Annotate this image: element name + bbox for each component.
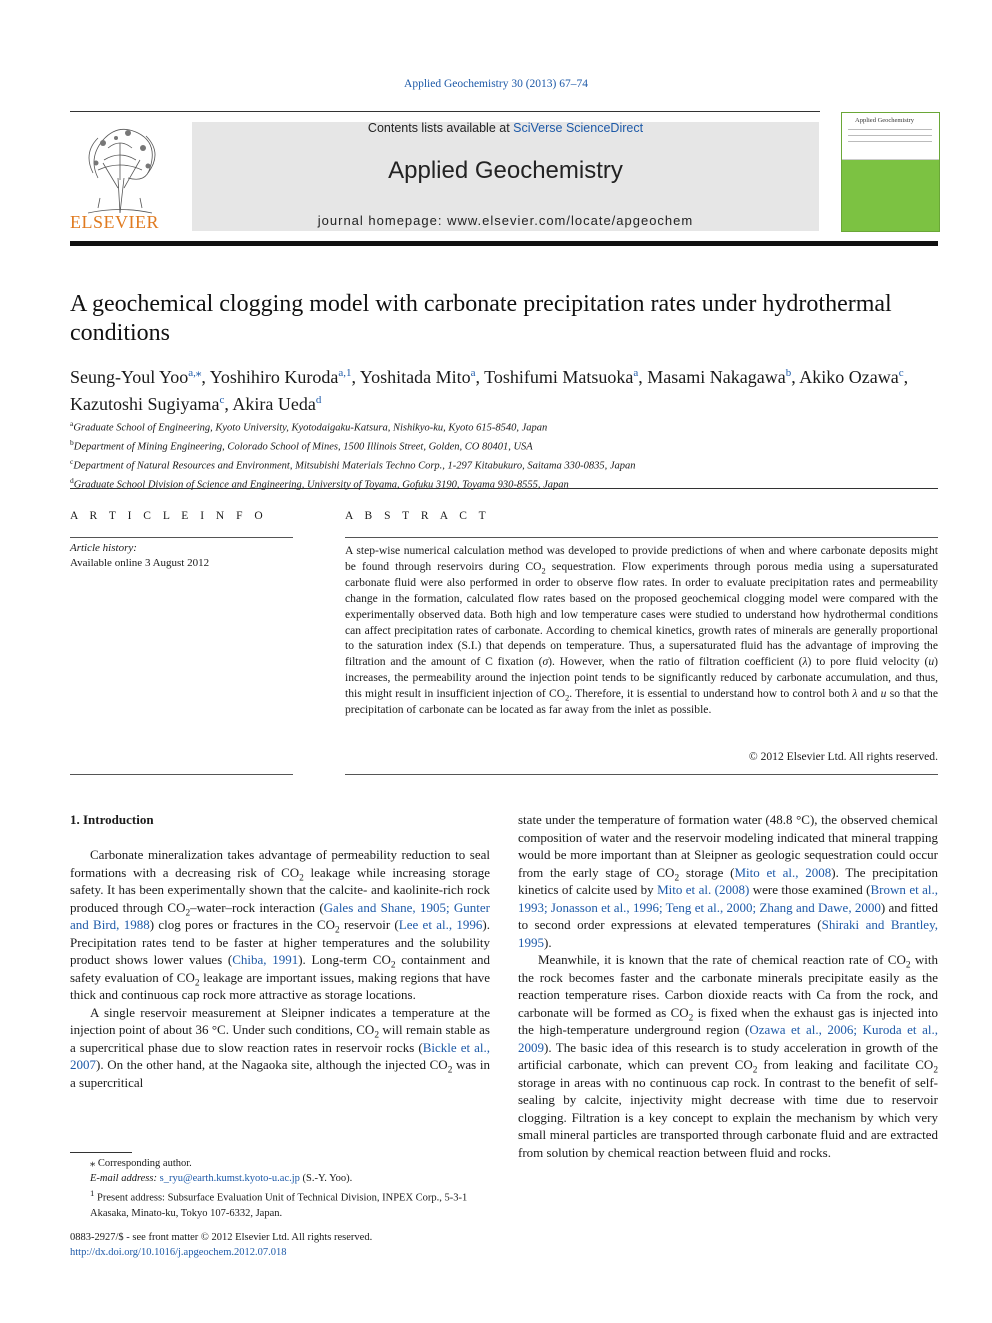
abstract-heading: A B S T R A C T	[345, 510, 491, 522]
article-history-label: Article history:	[70, 542, 137, 554]
citation-link[interactable]: Mito et al., 2008	[734, 864, 832, 880]
affiliation-text: Department of Mining Engineering, Colorado School of Mines, 1500 Illinois Street, Golden, CO 80401, USA	[73, 441, 533, 453]
contents-line	[192, 121, 819, 135]
affiliation-key: c	[70, 457, 74, 467]
article-info-heading: A R T I C L E I N F O	[70, 510, 268, 522]
citation-link[interactable]: Lee et al., 1996	[398, 917, 483, 932]
cover-line	[848, 141, 932, 142]
citation-link[interactable]: Mito et al. (2008)	[657, 882, 750, 897]
author-name[interactable]: Akira Ueda	[232, 394, 316, 414]
journal-name: Applied Geochemistry	[388, 157, 623, 184]
citation-link[interactable]: Brown et al., 1993; Jonasson et al., 1996; Teng et al., 2000; Zhang and Dawe, 2000	[518, 882, 938, 915]
affiliation	[70, 474, 940, 493]
footnote-rule	[70, 1152, 132, 1153]
body-column-left	[70, 846, 490, 1091]
header-thick-rule	[70, 241, 938, 246]
author-affiliation-mark[interactable]: a,1	[338, 367, 352, 379]
affiliation-text: Graduate School of Engineering, Kyoto University, Kyotodaigaku-Katsura, Nishikyo-ku, Kyoto 615-8540, Japan	[73, 422, 548, 434]
affiliation-text: Graduate School Division of Science and Engineering, University of Toyama, Gofuku 3190, Toyama 930-8555, Japan	[73, 479, 569, 491]
doi-link[interactable]: http://dx.doi.org/10.1016/j.apgeochem.2012.07.018	[70, 1247, 287, 1258]
author-affiliation-mark[interactable]: a,⁎	[188, 367, 202, 379]
citation-link[interactable]: Gales and Shane, 1905; Gunter and Bird, 1988	[70, 899, 490, 932]
citation-link[interactable]: Chiba, 1991	[232, 952, 299, 967]
author-name[interactable]: Kazutoshi Sugiyama	[70, 394, 220, 414]
author-affiliation-mark[interactable]: c	[898, 367, 904, 379]
available-online-date: Available online 3 August 2012	[70, 557, 210, 569]
sciencedirect-link[interactable]: SciVerse ScienceDirect	[513, 121, 644, 135]
author-name[interactable]: Akiko Ozawa	[799, 367, 899, 387]
footnote-corresponding: ⁎ Corresponding author.	[90, 1158, 192, 1169]
affiliation	[70, 417, 940, 436]
elsevier-wordmark: ELSEVIER	[70, 212, 159, 232]
abstract-bottom-rule	[345, 774, 938, 775]
footnote-email	[70, 1171, 490, 1186]
email-suffix: (S.-Y. Yoo).	[299, 1173, 353, 1184]
journal-homepage[interactable]: journal homepage: www.elsevier.com/locate/apgeochem	[317, 213, 694, 228]
issn-line: 0883-2927/$ - see front matter © 2012 Elsevier Ltd. All rights reserved.	[70, 1232, 373, 1243]
copyright-notice: © 2012 Elsevier Ltd. All rights reserved.	[748, 750, 938, 763]
author-affiliation-mark[interactable]: b	[785, 367, 792, 379]
author-affiliation-mark[interactable]: c	[219, 394, 225, 406]
author-name[interactable]: Seung-Youl Yoo	[70, 367, 189, 387]
author-name[interactable]: Yoshihiro Kuroda	[209, 367, 339, 387]
author-affiliation-mark[interactable]: a	[470, 367, 476, 379]
affiliation-key: a	[70, 419, 74, 428]
article-title: A geochemical clogging model with carbonate precipitation rates under hydrothermal conditions	[70, 291, 892, 346]
body-paragraph: state under the temperature of formation water (48.8 °C), the observed chemical composition of water and the reservoir modeling indicated that mineral trapping would be more important than at Sleipner as geologic sequestration could occur from the early stage of $CO_2$ storage (Mito et al., 2008). The precipitation kinetics of calcite used by Mito et al. (2008) were those examined (Brown et al., 1993; Jonasson et al., 1996; Teng et al., 2000; Zhang and Dawe, 2000) and fitted to second order expressions at elevated temperatures (Shiraki and Brantley, 1995).	[518, 812, 939, 950]
affiliation-key: b	[70, 438, 74, 448]
cover-line	[848, 135, 932, 136]
article-info-bottom-rule	[70, 774, 293, 775]
author-affiliation-mark[interactable]: d	[315, 394, 322, 406]
author-name[interactable]: Masami Nakagawa	[647, 367, 786, 387]
footnote-present-address: $^1$ Present address: Subsurface Evaluation Unit of Technical Division, INPEX Corp., 5-3-1 Akasaka, Minato-ku, Tokyo 107-6332, Japan.	[90, 1188, 468, 1219]
body-column-right	[518, 811, 938, 1161]
affiliation-list	[70, 417, 940, 493]
email-link[interactable]: s_ryu@earth.kumst.kyoto-u.ac.jp	[159, 1173, 300, 1184]
citation-link[interactable]: Shiraki and Brantley, 1995	[518, 917, 938, 950]
email-label: E-mail address:	[90, 1173, 160, 1184]
abstract-text: A step-wise numerical calculation method was developed to provide predictions of when and where carbonate deposits might be found through reservoirs during $CO_2$ sequestration. Flow experiments through porous media using a supersaturated carbonate fluid were also performed in order to observe flow rates. In order to evaluate precipitation rates and permeability change in the formation, calculated flow rates based on the proposed geochemical clogging model were compared with the experimentally observed data. Both high and low temperature cases were studied to understand how hydrothermal conditions can affect precipitation rates of carbonate. According to chemical kinetics, growth rates of minerals are generally proportional to the saturation index (S.I.) that depends on temperature. Thus, a supersaturated fluid has the advantage of improving the filtration and the amount of C fixation (σ). However, when the ratio of filtration coefficient (λ) to pore fluid velocity (u) increases, the permeability around the injection point tends to be significantly reduced by carbonate accumulation, and thus, this might result in insufficient injection of $CO_2$. Therefore, it is essential to understand how to control both λ and u so that the precipitation of carbonate can be located as far away from the inlet as possible.	[345, 544, 939, 717]
author-name[interactable]: Toshifumi Matsuoka	[484, 367, 634, 387]
section-heading-introduction: 1. Introduction	[70, 812, 154, 827]
cover-line	[848, 129, 932, 130]
page-footer	[70, 1230, 490, 1260]
body-paragraph: Meanwhile, it is known that the rate of chemical reaction rate of $CO_2$ with the rock becomes faster and the carbonate minerals precipitate easily as the reaction temperature rises. Carbon dioxide reacts with Ca from the rock, and carbonate will be formed as $CO_2$ is fixed when the exhaust gas is injected into the high-temperature underground region (Ozawa et al., 2006; Kuroda et al., 2009). The basic idea of this research is to study acceleration in growth of the artificial carbonate, which can prevent $CO_2$ from leaking and facilitate $CO_2$ storage in areas with no continuous cap rock. In contrast to the benefit of self-sealing by calcite, injectivity might decrease with time due to reservoir clogging. Filtration is a key concept to explain the mechanism by which very small mineral particles are transported through carbonate fluid and are extracted from solution by chemical reaction between fluid and rocks.	[518, 952, 938, 1160]
section-rule	[70, 488, 938, 489]
author-list: Seung-Youl Yoo$^{a,⁎}$, Yoshihiro Kuroda$^{a,1}$, Yoshitada Mito$^a$, Toshifumi Matsuoka$^a$, Masami Nakagawa$^b$, Akiko Ozawa$^c$, Kazutoshi Sugiyama$^c$, Akira Ueda$^d$	[70, 367, 909, 414]
footnotes	[70, 1156, 490, 1221]
affiliation	[70, 436, 940, 455]
journal-cover-thumbnail	[841, 112, 940, 232]
affiliation-key: d	[70, 476, 74, 486]
header-rule	[70, 111, 820, 112]
citation-link[interactable]: Bickle et al., 2007	[70, 1039, 490, 1072]
affiliation-text: Department of Natural Resources and Environment, Mitsubishi Materials Techno Corp., 1-297 Kitabukuro, Saitama 330-0835, Japan	[73, 460, 636, 472]
footnote-text: Corresponding author.	[97, 1158, 192, 1169]
body-paragraph: A single reservoir measurement at Sleipner indicates a temperature at the injection point of about 36 °C. Under such conditions, $CO_2$ will remain stable as a supercritical phase due to slow reaction rates in reservoir rocks (Bickle et al., 2007). On the other hand, at the Nagaoka site, although the injected $CO_2$ was in a supercritical	[70, 1004, 490, 1090]
footnote-text: Present address: Subsurface Evaluation Unit of Technical Division, INPEX Corp., 5-3-1 Akasaka, Minato-ku, Tokyo 107-6332, Japan.	[90, 1192, 468, 1219]
cover-title: Applied Geochemistry	[855, 117, 915, 124]
cover-top-panel	[842, 113, 939, 160]
affiliation	[70, 455, 940, 474]
contents-prefix: Contents lists available at	[367, 121, 514, 135]
journal-citation[interactable]: Applied Geochemistry 30 (2013) 67–74	[404, 78, 588, 90]
abstract-rule	[345, 537, 938, 538]
citation-link[interactable]: Ozawa et al., 2006; Kuroda et al., 2009	[518, 1022, 938, 1055]
author-affiliation-mark[interactable]: a	[633, 367, 639, 379]
author-name[interactable]: Yoshitada Mito	[359, 367, 471, 387]
body-paragraph: Carbonate mineralization takes advantage of permeability reduction to seal formations with a decreasing risk of $CO_2$ leakage while increasing storage safety. It has been experimentally shown that the calcite- and kaolinite-rich rock produced through $CO_2-water$–rock interaction (Gales and Shane, 1905; Gunter and Bird, 1988) clog pores or fractures in the $CO_2$ reservoir (Lee et al., 1996). Precipitation rates tend to be faster at higher temperatures and the solubility product shows lower values (Chiba, 1991). Long-term $CO_2$ containment and safety evaluation of $CO_2$ leakage are important issues, making regions that have thick and continuous cap rock more attractive as storage locations.	[70, 847, 490, 1002]
article-info-rule	[70, 537, 293, 538]
